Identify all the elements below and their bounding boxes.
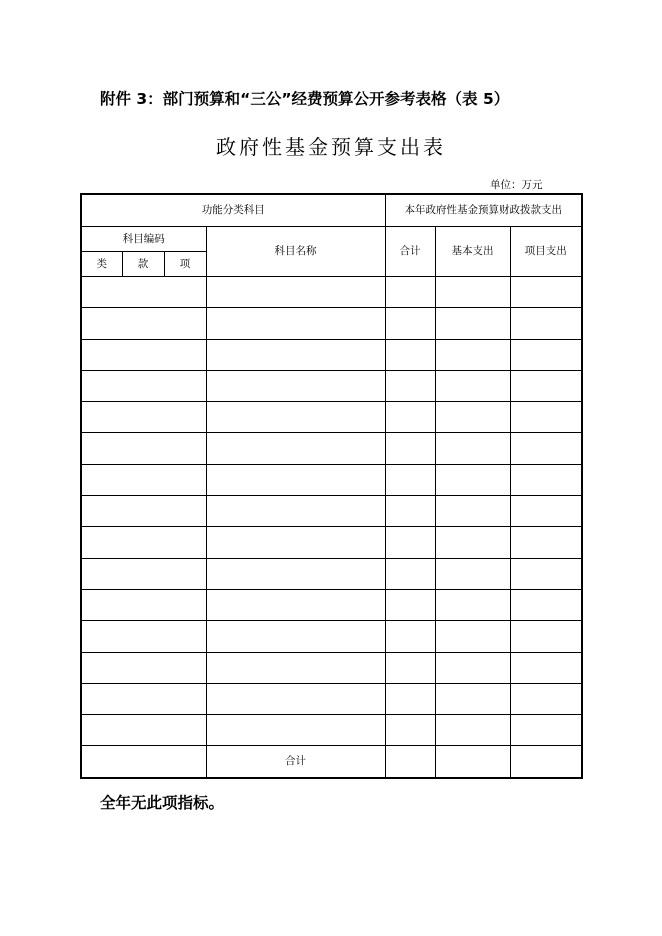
total-cell <box>385 277 435 308</box>
total-cell <box>385 339 435 370</box>
code-cell <box>81 496 206 527</box>
name-cell <box>206 370 385 401</box>
total-cell <box>385 558 435 589</box>
total-cell <box>385 621 435 652</box>
header-function-category: 功能分类科目 <box>81 194 385 227</box>
table-row <box>81 621 582 652</box>
name-cell <box>206 621 385 652</box>
code-cell <box>81 527 206 558</box>
basic-cell <box>435 652 510 683</box>
name-cell <box>206 339 385 370</box>
table-row <box>81 683 582 714</box>
code-cell <box>81 464 206 495</box>
header-subject-name: 科目名称 <box>206 227 385 277</box>
table-row <box>81 558 582 589</box>
project-cell <box>510 589 582 620</box>
project-cell <box>510 277 582 308</box>
unit-label: 单位：万元 <box>490 179 543 191</box>
basic-cell <box>435 277 510 308</box>
name-cell <box>206 683 385 714</box>
code-cell <box>81 558 206 589</box>
name-cell <box>206 715 385 746</box>
total-row <box>81 746 582 778</box>
basic-cell <box>435 308 510 339</box>
code-cell <box>81 683 206 714</box>
name-cell <box>206 527 385 558</box>
table-row <box>81 339 582 370</box>
code-cell <box>81 652 206 683</box>
project-cell <box>510 464 582 495</box>
total-row-label: 合计 <box>206 746 385 778</box>
project-cell <box>510 496 582 527</box>
project-cell <box>510 527 582 558</box>
code-cell <box>81 715 206 746</box>
budget-table <box>80 193 583 779</box>
header-lei: 类 <box>81 252 122 277</box>
project-cell <box>510 652 582 683</box>
header-row-2 <box>81 227 582 252</box>
header-total: 合计 <box>385 227 435 277</box>
name-cell <box>206 277 385 308</box>
name-cell <box>206 558 385 589</box>
header-kuan: 款 <box>122 252 164 277</box>
project-cell <box>510 746 582 778</box>
table-row <box>81 433 582 464</box>
basic-cell <box>435 589 510 620</box>
name-cell <box>206 433 385 464</box>
table-row <box>81 464 582 495</box>
total-cell <box>385 715 435 746</box>
total-cell <box>385 464 435 495</box>
footer-note: 全年无此项指标。 <box>100 794 225 812</box>
basic-cell <box>435 558 510 589</box>
name-cell <box>206 589 385 620</box>
table-row <box>81 589 582 620</box>
name-cell <box>206 496 385 527</box>
basic-cell <box>435 339 510 370</box>
header-row-1 <box>81 194 582 227</box>
table-row <box>81 496 582 527</box>
table-row <box>81 402 582 433</box>
basic-cell <box>435 715 510 746</box>
basic-cell <box>435 464 510 495</box>
table-row <box>81 652 582 683</box>
code-cell <box>81 277 206 308</box>
project-cell <box>510 621 582 652</box>
total-cell <box>385 589 435 620</box>
header-xiang: 项 <box>164 252 206 277</box>
code-cell <box>81 589 206 620</box>
header-current-year: 本年政府性基金预算财政拨款支出 <box>385 194 582 227</box>
name-cell <box>206 464 385 495</box>
total-cell <box>385 683 435 714</box>
basic-cell <box>435 433 510 464</box>
total-cell <box>385 402 435 433</box>
basic-cell <box>435 746 510 778</box>
attachment-title: 附件 3：部门预算和“三公”经费预算公开参考表格（表 5） <box>100 90 510 108</box>
total-cell <box>385 308 435 339</box>
project-cell <box>510 683 582 714</box>
name-cell <box>206 402 385 433</box>
total-cell <box>385 433 435 464</box>
code-cell <box>81 621 206 652</box>
project-cell <box>510 433 582 464</box>
code-cell <box>81 746 206 778</box>
header-subject-code: 科目编码 <box>81 227 206 252</box>
name-cell <box>206 308 385 339</box>
code-cell <box>81 402 206 433</box>
table-row <box>81 527 582 558</box>
project-cell <box>510 370 582 401</box>
project-cell <box>510 558 582 589</box>
total-cell <box>385 527 435 558</box>
table-row <box>81 277 582 308</box>
project-cell <box>510 715 582 746</box>
total-cell <box>385 746 435 778</box>
basic-cell <box>435 621 510 652</box>
table-row <box>81 715 582 746</box>
header-project: 项目支出 <box>510 227 582 277</box>
project-cell <box>510 339 582 370</box>
code-cell <box>81 339 206 370</box>
code-cell <box>81 433 206 464</box>
code-cell <box>81 370 206 401</box>
basic-cell <box>435 527 510 558</box>
code-cell <box>81 308 206 339</box>
name-cell <box>206 652 385 683</box>
project-cell <box>510 402 582 433</box>
header-basic: 基本支出 <box>435 227 510 277</box>
basic-cell <box>435 496 510 527</box>
page-title: 政府性基金预算支出表 <box>216 135 446 159</box>
project-cell <box>510 308 582 339</box>
basic-cell <box>435 370 510 401</box>
table-row <box>81 308 582 339</box>
table-row <box>81 370 582 401</box>
total-cell <box>385 652 435 683</box>
basic-cell <box>435 402 510 433</box>
basic-cell <box>435 683 510 714</box>
total-cell <box>385 496 435 527</box>
total-cell <box>385 370 435 401</box>
